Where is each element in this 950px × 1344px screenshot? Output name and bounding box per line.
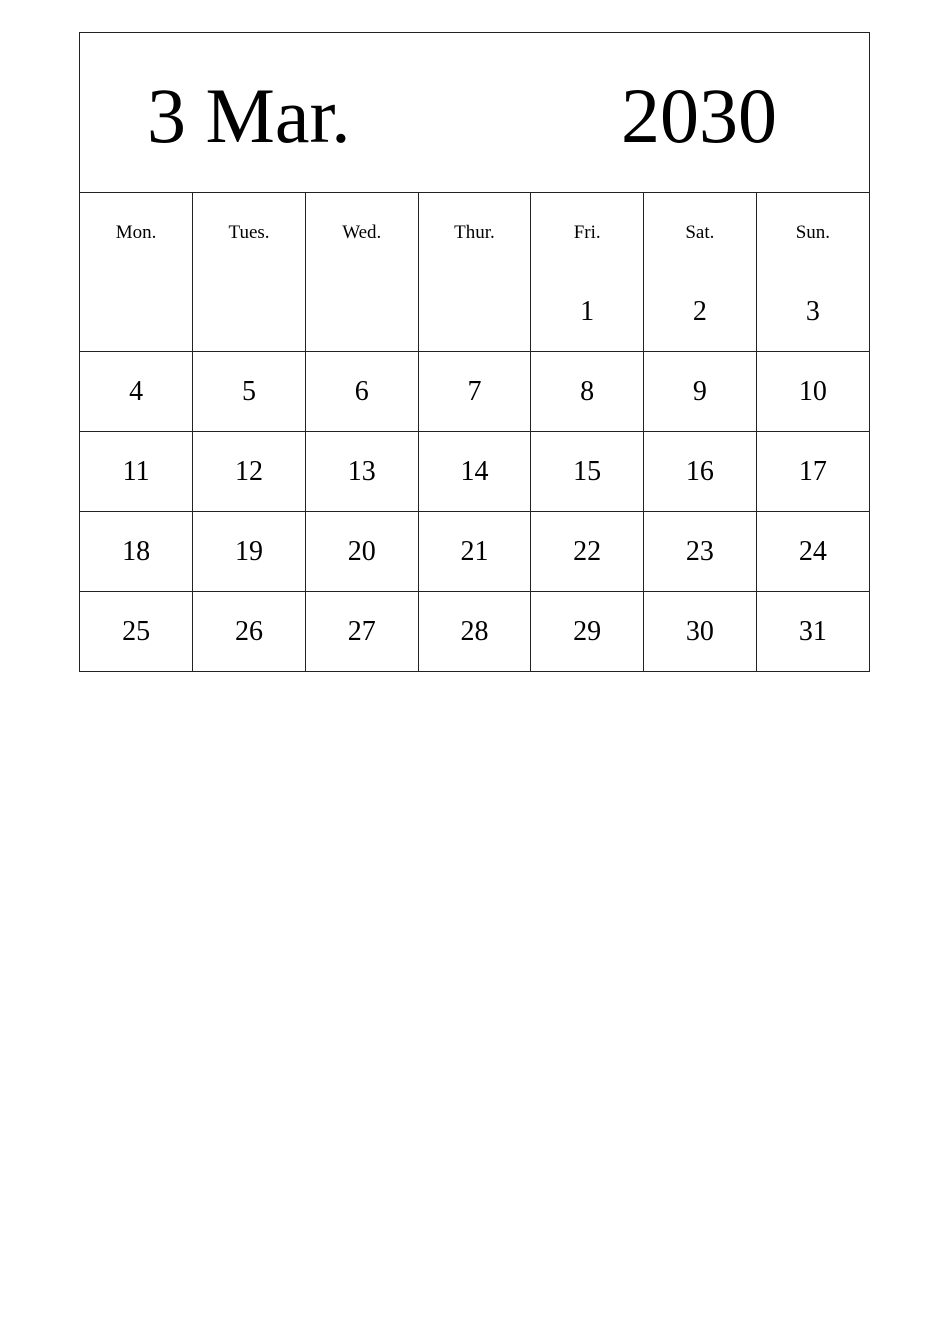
day-cell: 2: [644, 272, 757, 352]
week-row-4: [80, 512, 869, 592]
day-cell: 30: [644, 592, 757, 672]
day-cell: 17: [756, 432, 869, 512]
weekday-wednesday: Wed.: [305, 193, 418, 272]
day-cell: 31: [798, 615, 827, 647]
day-cell: 24: [756, 512, 869, 592]
week-row-2: [80, 352, 869, 432]
day-cell: 25: [80, 592, 193, 672]
day-cell: [80, 272, 193, 352]
day-cell: 7: [418, 352, 531, 432]
day-cell: 26: [193, 592, 306, 672]
weekday-saturday: Sat.: [644, 193, 757, 272]
month-title: 3 Mar.: [147, 72, 351, 159]
day-cell: 9: [644, 352, 757, 432]
weekday-monday: Mon.: [80, 193, 193, 272]
day-cell: 12: [193, 432, 306, 512]
day-cell: 28: [418, 592, 531, 672]
year-title: 2030: [621, 72, 777, 159]
day-cell: 10: [756, 352, 869, 432]
day-cell: 19: [193, 512, 306, 592]
day-cell: 1: [531, 272, 644, 352]
day-cell: 21: [418, 512, 531, 592]
weekday-thursday: Thur.: [418, 193, 531, 272]
calendar-header: [80, 33, 869, 193]
calendar-grid: [80, 193, 869, 671]
day-cell: 11: [80, 432, 193, 512]
day-cell: 14: [418, 432, 531, 512]
week-row-1: [80, 272, 869, 352]
day-cell: [305, 272, 418, 352]
day-cell: 27: [305, 592, 418, 672]
week-row-5: [80, 592, 869, 672]
weekday-tuesday: Tues.: [193, 193, 306, 272]
day-cell: 16: [644, 432, 757, 512]
weekday-sunday: Sun.: [795, 221, 831, 243]
day-cell: 15: [531, 432, 644, 512]
day-cell: 29: [531, 592, 644, 672]
week-row-3: [80, 432, 869, 512]
day-cell: 13: [305, 432, 418, 512]
weekday-friday: Fri.: [531, 193, 644, 272]
day-cell: 20: [305, 512, 418, 592]
day-cell: 22: [531, 512, 644, 592]
day-cell: [193, 272, 306, 352]
day-cell: 23: [644, 512, 757, 592]
weekday-header-row: [80, 193, 869, 272]
day-cell: 18: [80, 512, 193, 592]
day-cell: 5: [193, 352, 306, 432]
day-cell: [418, 272, 531, 352]
day-cell: 3: [756, 272, 869, 352]
day-cell: 8: [531, 352, 644, 432]
calendar: [79, 32, 870, 672]
day-cell: 6: [305, 352, 418, 432]
day-cell: 4: [80, 352, 193, 432]
